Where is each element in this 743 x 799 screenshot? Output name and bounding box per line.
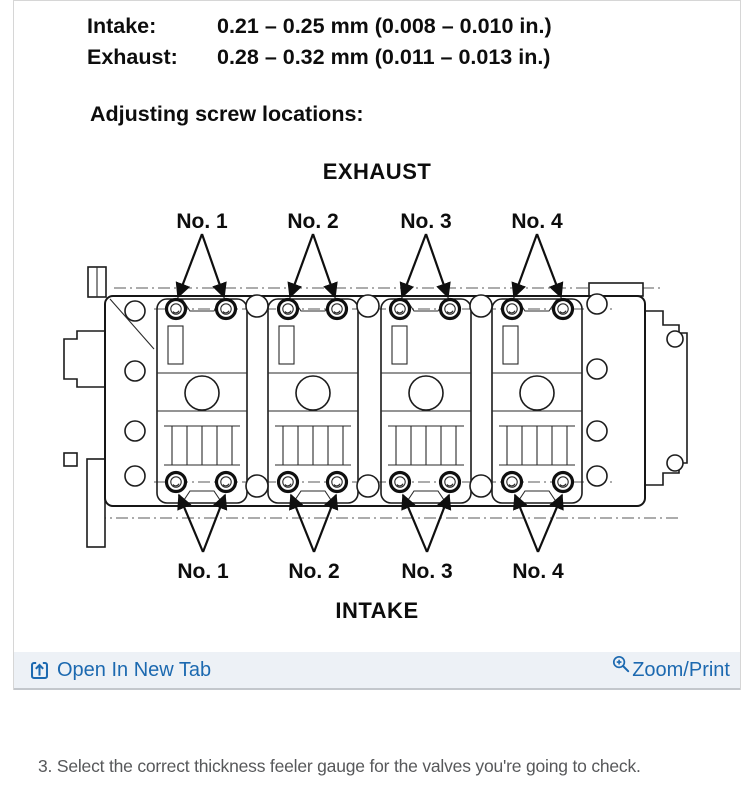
- adjusting-screw: [441, 473, 460, 492]
- adjusting-screw: [167, 473, 186, 492]
- cylinder-label-intake: No. 4: [512, 560, 564, 583]
- instruction-step-3: 3. Select the correct thickness feeler gauge for the valves you're going to check.: [38, 756, 641, 776]
- adjusting-screw: [279, 473, 298, 492]
- adjusting-screw: [503, 300, 522, 319]
- adjusting-screw: [328, 300, 347, 319]
- engine-head-drawing: [64, 159, 687, 623]
- exhaust-row-label: EXHAUST: [322, 159, 432, 184]
- cylinder-head-diagram: [14, 141, 741, 641]
- spec-exhaust-row: [87, 42, 552, 73]
- zoom-print-link[interactable]: [612, 659, 730, 682]
- adjusting-screw: [328, 473, 347, 492]
- cylinder-label-intake: No. 1: [177, 560, 229, 583]
- cylinder-label-intake: No. 2: [288, 560, 340, 583]
- valve-clearance-specs: [87, 11, 552, 73]
- spec-exhaust-value: 0.28 – 0.32 mm (0.011 – 0.013 in.): [217, 45, 551, 69]
- adjusting-screw: [279, 300, 298, 319]
- open-in-new-tab-icon: [30, 661, 49, 680]
- adjusting-screw: [217, 300, 236, 319]
- open-in-new-tab-label: Open In New Tab: [57, 658, 212, 681]
- adjusting-screw: [167, 300, 186, 319]
- adjusting-screw: [217, 473, 236, 492]
- cylinder-label-intake: No. 3: [401, 560, 453, 583]
- cylinder-label-exhaust: No. 1: [176, 210, 228, 233]
- cylinder-label-exhaust: No. 2: [287, 210, 339, 233]
- adjusting-screw: [554, 300, 573, 319]
- spec-intake-row: [87, 11, 552, 42]
- spec-intake-value: 0.21 – 0.25 mm (0.008 – 0.010 in.): [217, 14, 552, 38]
- adjusting-screw: [441, 300, 460, 319]
- viewer-toolbar: [14, 652, 740, 690]
- adjusting-screw-heading: Adjusting screw locations:: [90, 102, 364, 126]
- spec-exhaust-label: Exhaust:: [87, 45, 178, 69]
- cylinder-label-exhaust: No. 4: [511, 210, 563, 233]
- adjusting-screw: [503, 473, 522, 492]
- cylinder-label-exhaust: No. 3: [400, 210, 452, 233]
- zoom-print-label: Zoom/Print: [632, 658, 730, 681]
- adjusting-screw: [391, 300, 410, 319]
- adjusting-screw: [391, 473, 410, 492]
- spec-intake-label: Intake:: [87, 14, 157, 38]
- zoom-icon: [612, 655, 630, 673]
- open-in-new-tab-link[interactable]: [30, 659, 211, 682]
- adjusting-screw: [554, 473, 573, 492]
- intake-row-label: INTAKE: [335, 598, 419, 623]
- image-viewer-panel: [13, 0, 741, 690]
